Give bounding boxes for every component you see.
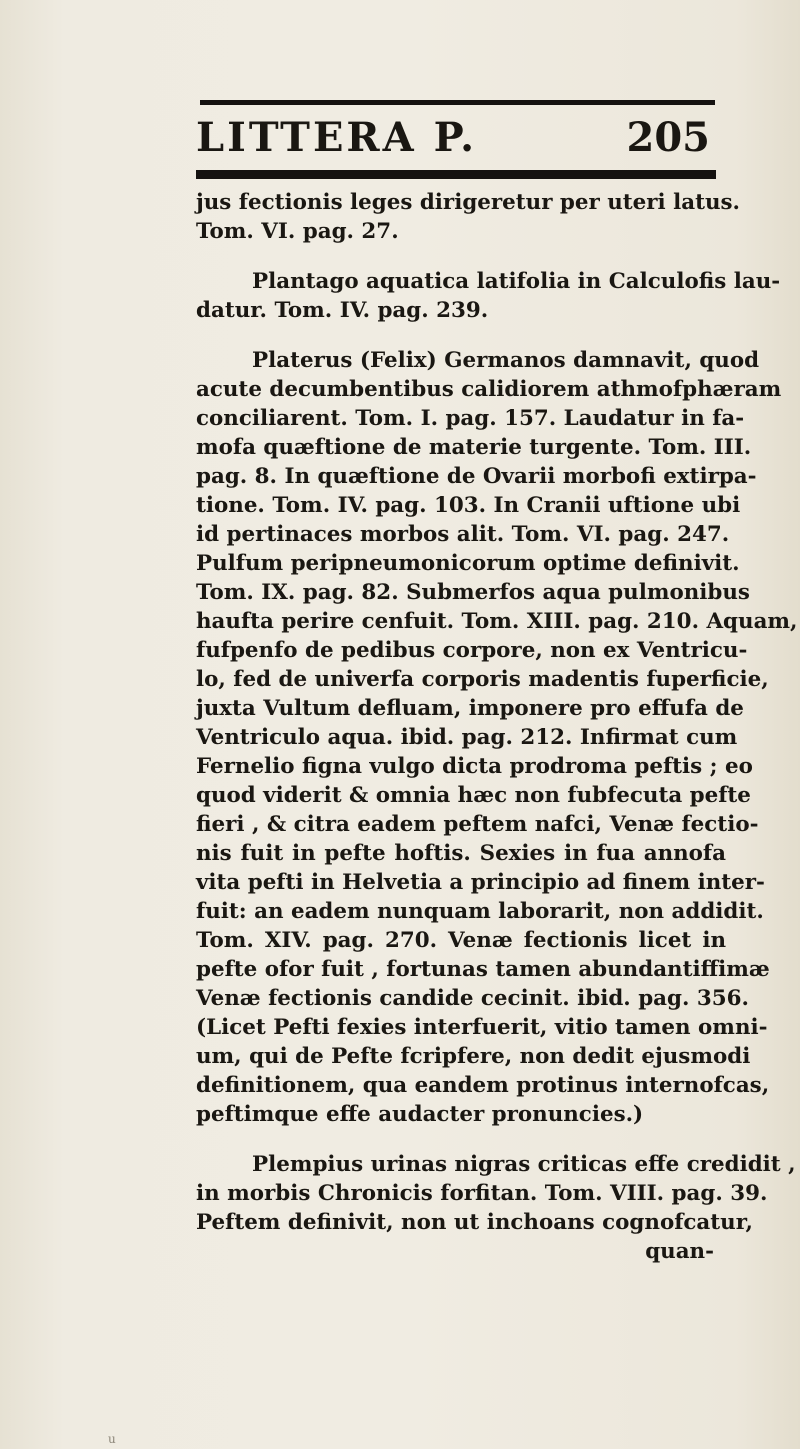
paragraph-gap (196, 246, 726, 267)
text-line: vita pefti in Helvetia a principio ad finem inter- (196, 870, 765, 895)
text-line: in morbis Chronicis forfitan. Tom. VIII. pag. 39. (196, 1181, 768, 1206)
paragraph-gap (196, 1129, 726, 1150)
text-line: pag. 8. In quæftione de Ovarii morbofi extirpa- (196, 464, 757, 489)
text-line: Ventriculo aqua. ibid. pag. 212. Infirmat cum (196, 725, 738, 750)
text-line: Plantago aquatica latifolia in Calculofis lau- (252, 269, 781, 294)
text-line: Plempius urinas nigras criticas effe credidit , (252, 1152, 796, 1177)
page-header (196, 110, 716, 166)
text-line: Tom. IX. pag. 82. Submerfos aqua pulmonibus (196, 580, 750, 605)
text-line: definitionem, qua eandem protinus internofcas, (196, 1073, 770, 1098)
text-line: mofa quæftione de materie turgente. Tom. III. (196, 435, 752, 460)
text-line: jus fectionis leges dirigeretur per uteri latus. (196, 190, 740, 215)
text-line: id pertinaces morbos alit. Tom. VI. pag. 247. (196, 522, 730, 547)
text-line: tione. Tom. IV. pag. 103. In Cranii uftione ubi (196, 493, 741, 518)
text-line: juxta Vultum defluam, imponere pro effufa de (196, 696, 744, 721)
text-line: lo, fed de univerfa corporis madentis fuperficie, (196, 667, 769, 692)
body-text (196, 188, 798, 1266)
text-line: Platerus (Felix) Germanos damnavit, quod (252, 348, 760, 373)
header-top-rule (200, 100, 715, 105)
footer-mark: u (108, 1432, 116, 1446)
catchword: quan- (645, 1239, 714, 1264)
text-line: Venæ fectionis candide cecinit. ibid. pag. 356. (196, 986, 749, 1011)
text-line: (Licet Pefti fexies interfuerit, vitio tamen omni- (196, 1015, 768, 1040)
text-line: Tom. XIV. pag. 270. Venæ fectionis licet in (196, 928, 726, 953)
page-number: 205 (626, 114, 710, 161)
running-head: LITTERA P. (196, 114, 478, 161)
text-line: haufta perire cenfuit. Tom. XIII. pag. 210. Aquam, (196, 609, 798, 634)
text-line: Pulfum peripneumonicorum optime definivit. (196, 551, 740, 576)
text-line: Peftem definivit, non ut inchoans cognofcatur, (196, 1210, 753, 1235)
text-line: fieri , & citra eadem peftem nafci, Venæ fectio- (196, 812, 759, 837)
text-line: conciliarent. Tom. I. pag. 157. Laudatur in fa- (196, 406, 745, 431)
text-line: quod viderit & omnia hæc non fubfecuta pefte (196, 783, 751, 808)
header-bottom-rule (196, 170, 716, 179)
text-line: nis fuit in pefte hoftis. Sexies in fua annofa (196, 841, 726, 866)
text-line: fuit: an eadem nunquam laborarit, non addidit. (196, 899, 764, 924)
text-line: Tom. VI. pag. 27. (196, 219, 399, 244)
text-line: um, qui de Pefte fcripfere, non dedit ejusmodi (196, 1044, 751, 1069)
text-line: acute decumbentibus calidiorem athmofphæram (196, 377, 782, 402)
text-line: datur. Tom. IV. pag. 239. (196, 298, 489, 323)
text-line: peftimque effe audacter pronuncies.) (196, 1102, 644, 1127)
text-line: pefte ofor fuit , fortunas tamen abundantiffimæ (196, 957, 770, 982)
text-line: Fernelio figna vulgo dicta prodroma peftis ; eo (196, 754, 753, 779)
text-line: fufpenfo de pedibus corpore, non ex Ventricu- (196, 638, 748, 663)
paragraph-gap (196, 325, 726, 346)
